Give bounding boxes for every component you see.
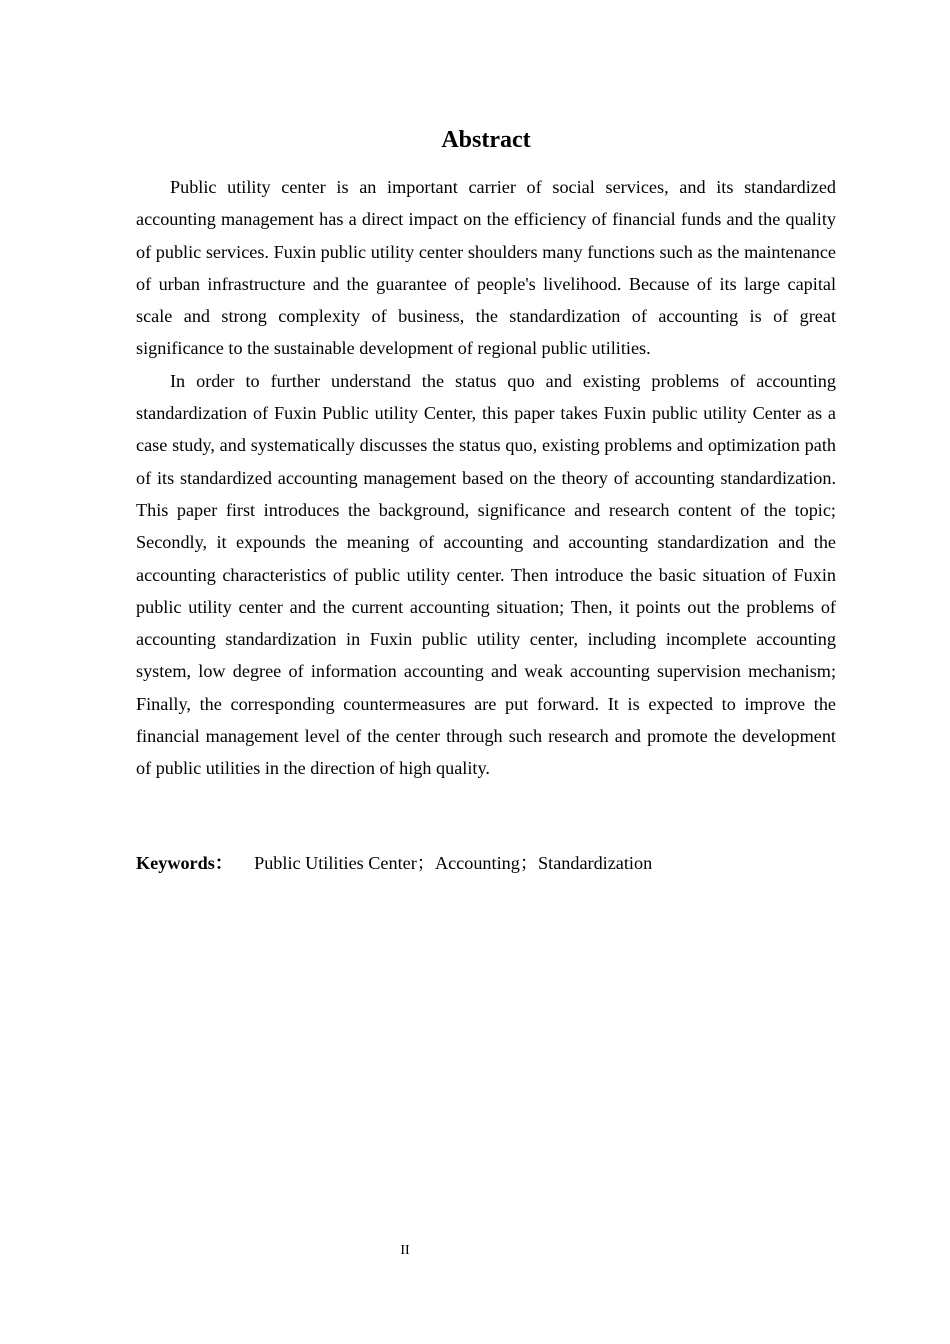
keyword-item-3: Standardization [538, 853, 653, 873]
abstract-paragraph-2: In order to further understand the status quo and existing problems of accounting standardization of Fuxin Public utility Center, this paper takes Fuxin public utility Center as a case study, and systematically discusses the status quo, existing problems and optimization path of its standardized accounting management based on the theory of accounting standardization. This paper first introduces the background, significance and research content of the topic; Secondly, it expounds the meaning of accounting and accounting standardization and the accounting characteristics of public utility center. Then introduce the basic situation of Fuxin public utility center and the current accounting situation; Then, it points out the problems of accounting standardization in Fuxin public utility center, including incomplete accounting system, low degree of information accounting and weak accounting supervision mechanism; Finally, the corresponding countermeasures are put forward. It is expected to improve the financial management level of the center through such research and promote the development of public utilities in the direction of high quality. [136, 370, 836, 779]
keywords-label: Keywords： [136, 853, 233, 873]
abstract-title: Abstract [441, 127, 531, 153]
abstract-body [136, 171, 836, 785]
page-number: II [400, 1243, 410, 1258]
abstract-paragraph-1: Public utility center is an important carrier of social services, and its standardized accounting management has a direct impact on the efficiency of financial funds and the quality of public services. Fuxin public utility center shoulders many functions such as the maintenance of urban infrastructure and the guarantee of people's livelihood. Because of its large capital scale and strong complexity of business, the standardization of accounting is of great significance to the sustainable development of regional public utilities. [136, 177, 836, 359]
keyword-item-1: Public Utilities Center [254, 853, 417, 873]
keyword-item-2: Accounting [434, 853, 520, 873]
keywords-line [136, 847, 836, 879]
keyword-separator-2: ； [519, 853, 539, 873]
keyword-separator-1: ； [416, 853, 435, 873]
